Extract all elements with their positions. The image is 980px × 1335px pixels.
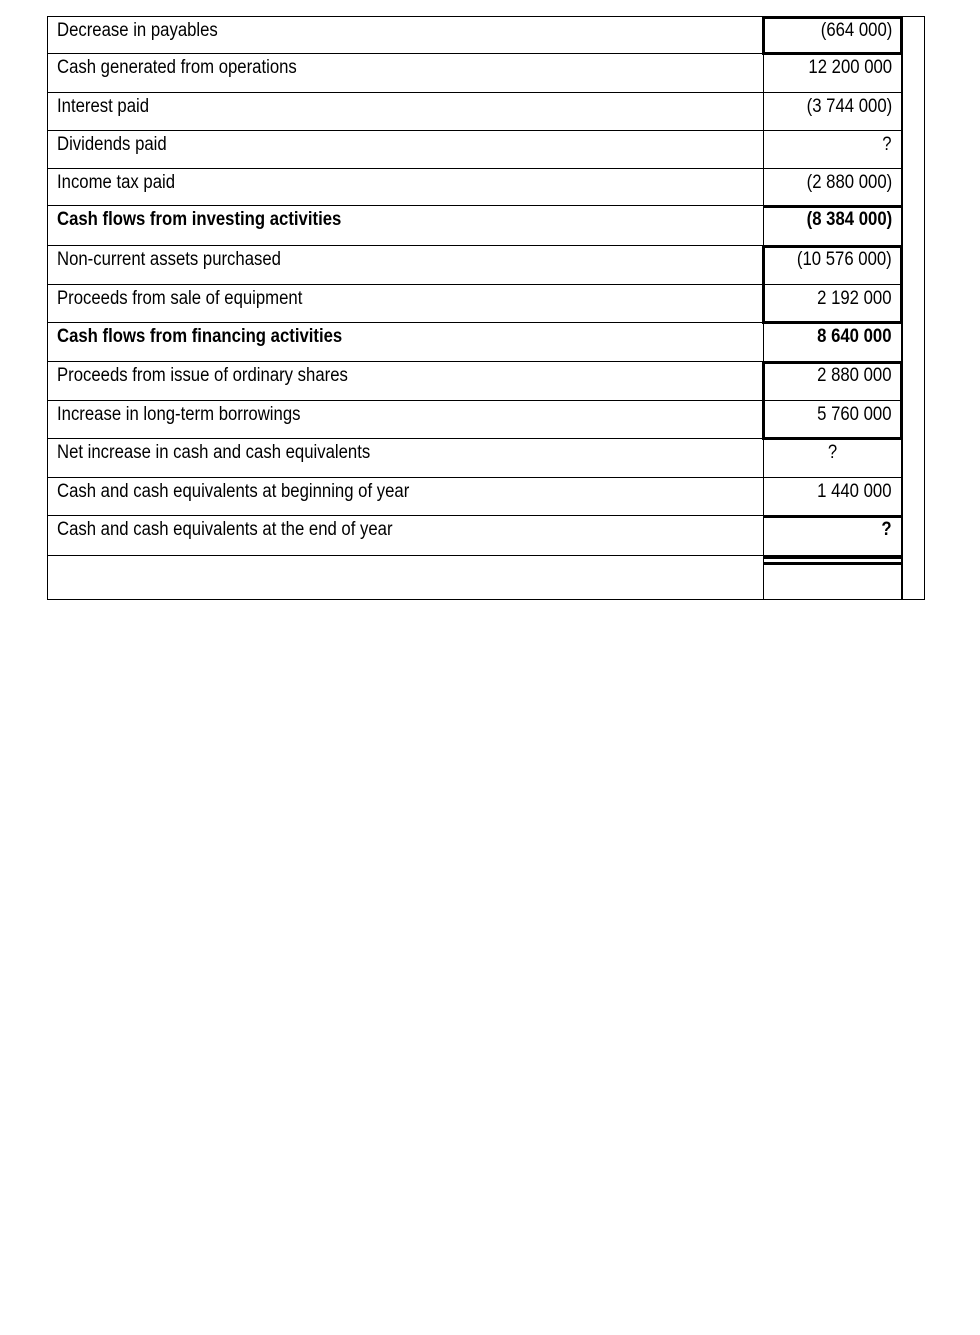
row-label: Net increase in cash and cash equivalents: [57, 442, 371, 463]
row-amount: ?: [827, 442, 838, 463]
table-row-financing-activities: [48, 323, 763, 362]
section-heading-label: Cash flows from financing activities: [57, 326, 343, 347]
table-row-decrease-in-payables: [48, 17, 763, 54]
row-amount: 12 200 000: [808, 57, 892, 78]
row-label: Cash and cash equivalents at beginning of year: [57, 481, 410, 502]
table-row-non-current-assets-purchased: [48, 246, 763, 285]
row-amount: (10 576 000): [797, 249, 892, 270]
amount-cell: [763, 478, 902, 516]
row-amount: (3 744 000): [806, 96, 892, 117]
row-amount: 2 192 000: [817, 288, 892, 309]
cash-flow-statement-table: [47, 16, 925, 600]
row-label: Interest paid: [57, 96, 150, 117]
table-row-income-tax-paid: [48, 169, 763, 206]
row-label: Proceeds from issue of ordinary shares: [57, 365, 348, 386]
table-row-cash-generated-from-operations: [48, 54, 763, 93]
row-amount: 5 760 000: [817, 404, 892, 425]
table-row-investing-activities: [48, 206, 763, 246]
table-row-issue-of-ordinary-shares: [48, 362, 763, 401]
table-row-net-increase-in-cash: [48, 439, 763, 478]
table-row-dividends-paid: [48, 131, 763, 169]
table-row-cash-beginning-of-year: [48, 478, 763, 516]
table-row-empty: [48, 556, 763, 600]
amount-cell: [763, 131, 902, 169]
row-label: Dividends paid: [57, 134, 167, 155]
amount-cell: [763, 439, 902, 478]
amount-cell: [763, 54, 902, 93]
row-label: Cash generated from operations: [57, 57, 297, 78]
row-amount: (664 000): [820, 20, 892, 41]
amount-cell: [763, 206, 902, 246]
amount-cell: [763, 401, 902, 439]
amount-cell: [763, 556, 902, 600]
amount-cell: [763, 246, 902, 285]
row-amount: ?: [881, 519, 892, 540]
amount-cell: [763, 323, 902, 362]
right-margin-column: [902, 17, 903, 599]
row-label: Non-current assets purchased: [57, 249, 281, 270]
section-total-amount: (8 384 000): [806, 209, 892, 230]
section-heading-label: Cash flows from investing activities: [57, 209, 342, 230]
row-amount: ?: [882, 134, 892, 155]
amount-cell: [763, 93, 902, 131]
row-label: Cash and cash equivalents at the end of year: [57, 519, 393, 540]
row-label: Decrease in payables: [57, 20, 218, 41]
row-label: Income tax paid: [57, 172, 176, 193]
amount-cell: [763, 285, 902, 323]
table-row-cash-end-of-year: [48, 516, 763, 556]
row-amount: (2 880 000): [806, 172, 892, 193]
section-total-amount: 8 640 000: [817, 326, 892, 347]
row-amount: 1 440 000: [817, 481, 892, 502]
amount-cell: [763, 17, 902, 54]
table-row-interest-paid: [48, 93, 763, 131]
row-label: Proceeds from sale of equipment: [57, 288, 303, 309]
row-amount: 2 880 000: [817, 365, 892, 386]
table-row-proceeds-sale-of-equipment: [48, 285, 763, 323]
amount-cell: [763, 362, 902, 401]
row-label: Increase in long-term borrowings: [57, 404, 301, 425]
amount-cell: [763, 169, 902, 206]
table-row-long-term-borrowings: [48, 401, 763, 439]
amount-cell: [763, 516, 902, 556]
